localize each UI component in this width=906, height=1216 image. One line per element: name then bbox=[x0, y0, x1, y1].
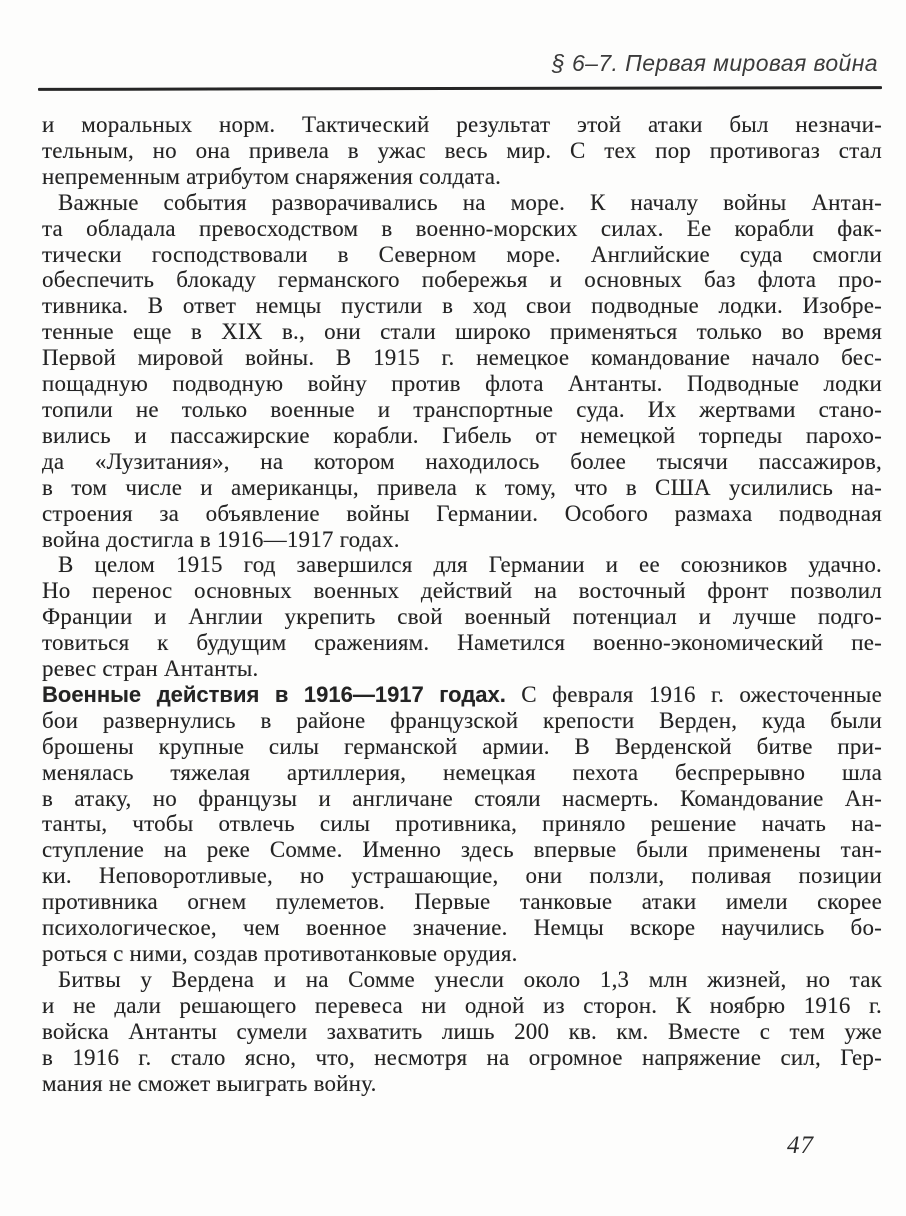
text-line: войска Антанты сумели захватить лишь 200 кв. км. Вместе с тем уже bbox=[42, 1018, 882, 1044]
running-header: § 6–7. Первая мировая война bbox=[552, 50, 878, 76]
text-line: В целом 1915 год завершился для Германии и ее союзников удачно. bbox=[58, 552, 882, 578]
text-line: танты, чтобы отвлечь силы противника, приняло решение начать на- bbox=[42, 811, 882, 837]
text-line: Но перенос основных военных действий на восточный фронт позволил bbox=[42, 578, 882, 604]
text-line: товиться к будущим сражениям. Наметился военно-экономический пе- bbox=[42, 630, 882, 656]
text-line: тенные еще в XIX в., они стали широко применяться только во время bbox=[42, 319, 882, 345]
text-run: С февраля 1916 г. ожесточенные bbox=[521, 681, 882, 707]
text-line: ки. Неповоротливые, но устрашающие, они ползли, поливая позиции bbox=[42, 863, 882, 889]
text-line: да «Лузитания», на котором находилось более тысячи пассажиров, bbox=[42, 448, 882, 474]
text-line: бои развернулись в районе французской крепости Верден, куда были bbox=[42, 707, 882, 733]
text-line: ревес стран Антанты. bbox=[42, 656, 259, 682]
text-line: обеспечить блокаду германского побережья и основных баз флота про- bbox=[42, 267, 882, 293]
paragraph-with-section-heading bbox=[42, 682, 882, 967]
text-line: ступление на реке Сомме. Именно здесь впервые были применены тан- bbox=[42, 837, 882, 863]
page-body bbox=[42, 112, 882, 1096]
text-line: и не дали решающего перевеса ни одной из сторон. К ноябрю 1916 г. bbox=[42, 992, 882, 1018]
text-line: топили не только военные и транспортные суда. Их жертвами стано- bbox=[42, 396, 882, 422]
text-line: тельным, но она привела в ужас весь мир. С тех пор противогаз стал bbox=[42, 137, 882, 163]
text-line bbox=[42, 682, 882, 708]
paragraph bbox=[42, 190, 882, 553]
text-line: психологическое, чем военное значение. Немцы вскоре научились бо- bbox=[42, 915, 882, 941]
text-line: Важные события разворачивались на море. К началу войны Антан- bbox=[58, 189, 882, 215]
text-line: роться с ними, создав противотанковые орудия. bbox=[42, 941, 518, 966]
paragraph bbox=[42, 967, 882, 1097]
text-line: в 1916 г. стало ясно, что, несмотря на огромное напряжение сил, Гер- bbox=[42, 1044, 882, 1070]
text-line: в том числе и американцы, привела к тому, что в США усилились на- bbox=[42, 474, 882, 500]
page-number: 47 bbox=[787, 1132, 814, 1159]
text-line: тивника. В ответ немцы пустили в ход свои подводные лодки. Изобре- bbox=[42, 293, 882, 319]
text-line: противника огнем пулеметов. Первые танковые атаки имели скорее bbox=[42, 889, 882, 915]
text-line: война достигла в 1916—1917 годах. bbox=[42, 526, 400, 552]
text-line: Первой мировой войны. В 1915 г. немецкое командование начало бес- bbox=[42, 345, 882, 371]
text-line: вились и пассажирские корабли. Гибель от немецкой торпеды парохо- bbox=[42, 422, 882, 448]
text-line: брошены крупные силы германской армии. В Верденской битве при- bbox=[42, 733, 882, 759]
text-line: и моральных норм. Тактический результат этой атаки был незначи- bbox=[42, 112, 882, 137]
paragraph bbox=[42, 552, 882, 682]
text-line: тически господствовали в Северном море. Английские суда смогли bbox=[42, 241, 882, 267]
text-line: менялась тяжелая артиллерия, немецкая пехота беспрерывно шла bbox=[42, 759, 882, 785]
text-line: мания не сможет выиграть войну. bbox=[42, 1070, 377, 1096]
section-heading: Военные действия в 1916—1917 годах. bbox=[42, 681, 506, 707]
text-line: в атаку, но французы и англичане стояли насмерть. Командование Ан- bbox=[42, 785, 882, 811]
text-line: Битвы у Вердена и на Сомме унесли около 1,3 млн жизней, но так bbox=[58, 966, 882, 992]
text-line: та обладала превосходством в военно-морских силах. Ее корабли фак- bbox=[42, 215, 882, 241]
paragraph bbox=[42, 112, 882, 190]
header-rule bbox=[38, 86, 882, 91]
text-line: Франции и Англии укрепить свой военный потенциал и лучше подго- bbox=[42, 604, 882, 630]
text-line: пощадную подводную войну против флота Антанты. Подводные лодки bbox=[42, 371, 882, 397]
text-line: строения за объявление войны Германии. Особого размаха подводная bbox=[42, 500, 882, 526]
text-line: непременным атрибутом снаряжения солдата. bbox=[42, 163, 502, 189]
